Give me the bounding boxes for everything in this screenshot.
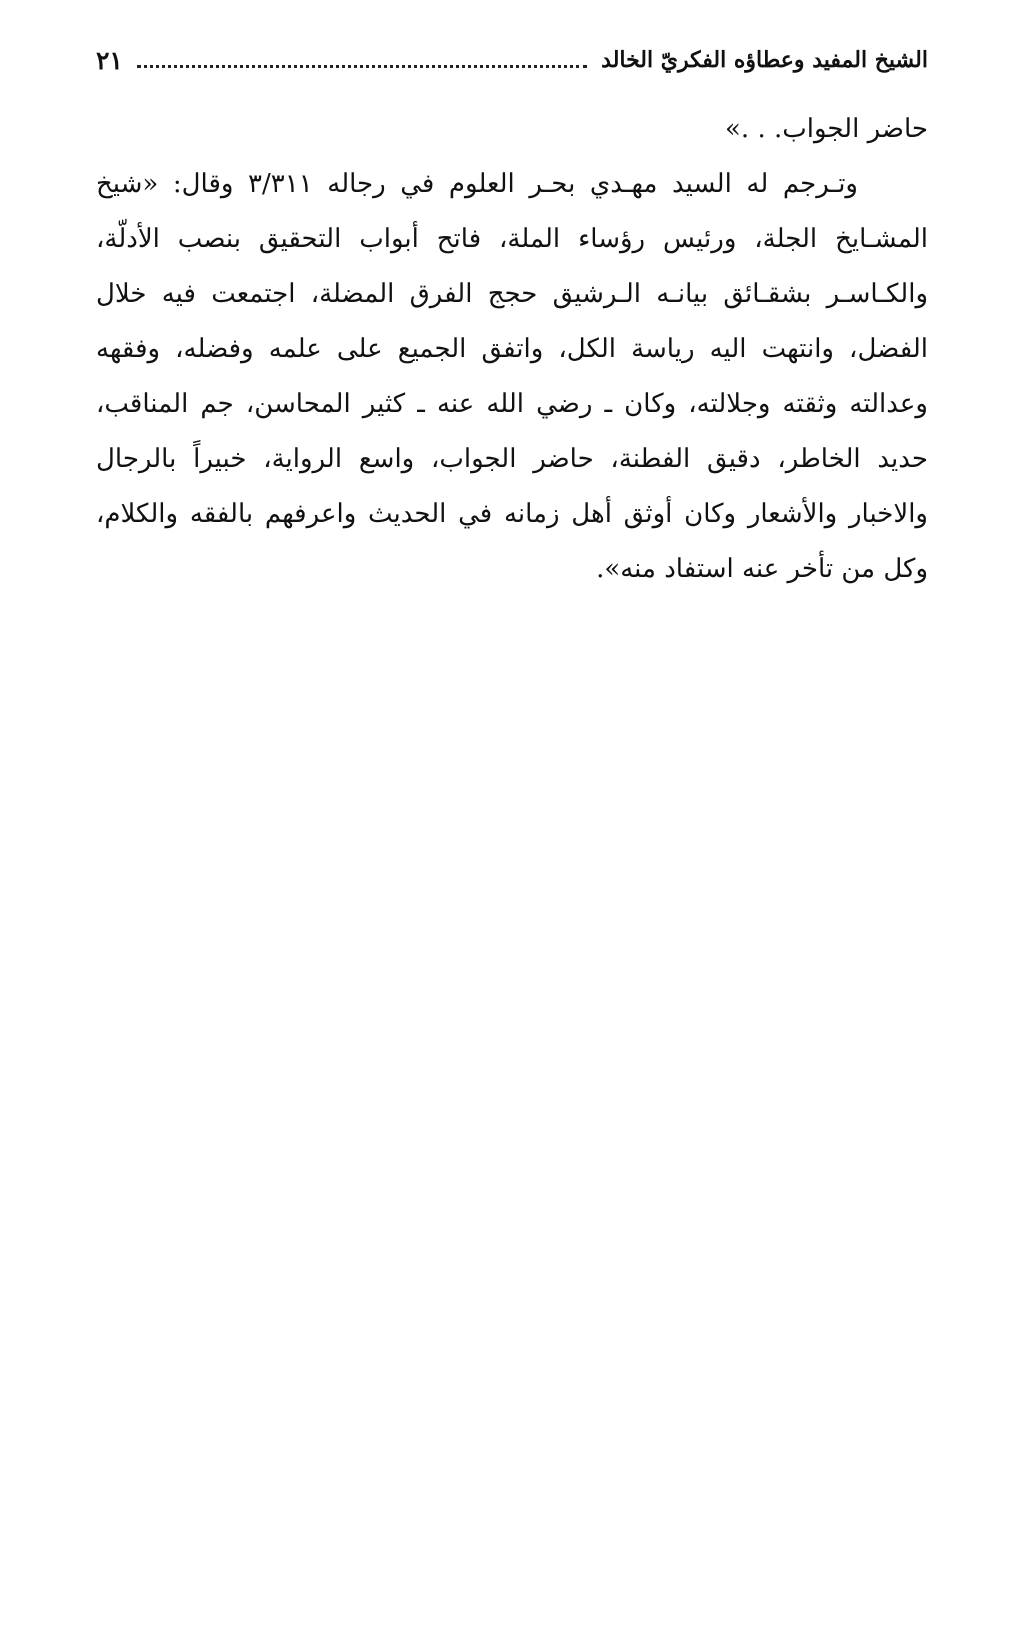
body-text — [96, 102, 928, 597]
running-header — [96, 40, 928, 80]
page-number: ٢١ — [96, 45, 123, 75]
running-header-title: الشيخ المفيد وعطاؤه الفكريّ الخالد — [601, 47, 928, 73]
paragraph-continuation: حاضر الجواب. . .» — [725, 114, 928, 144]
dotted-leader — [137, 65, 587, 68]
paragraph-biography-quote: وتـرجم له السيد مهـدي بحـر العلوم في رجاله ٣/٣١١ وقال: «شيخ المشـايخ الجلة، ورئيس رؤساء الملة، فاتح أبواب التحقيق بنصب الأدلّة، والكـاسـر بشقـائق بيانـه الـرشيق حجج الفرق المضلة، اجتمعت فيه خلال الفضل، وانتهت اليه رياسة الكل، واتفق الجميع على علمه وفضله، وفقهه وعدالته وثقته وجلالته، وكان ـ رضي الله عنه ـ كثير المحاسن، جم المناقب، حديد الخاطر، دقيق الفطنة، حاضر الجواب، واسع الرواية، خبيراً بالرجال والاخبار والأشعار وكان أوثق أهل زمانه في الحديث واعرفهم بالفقه والكلام، وكل من تأخر عنه استفاد منه». — [96, 169, 928, 584]
